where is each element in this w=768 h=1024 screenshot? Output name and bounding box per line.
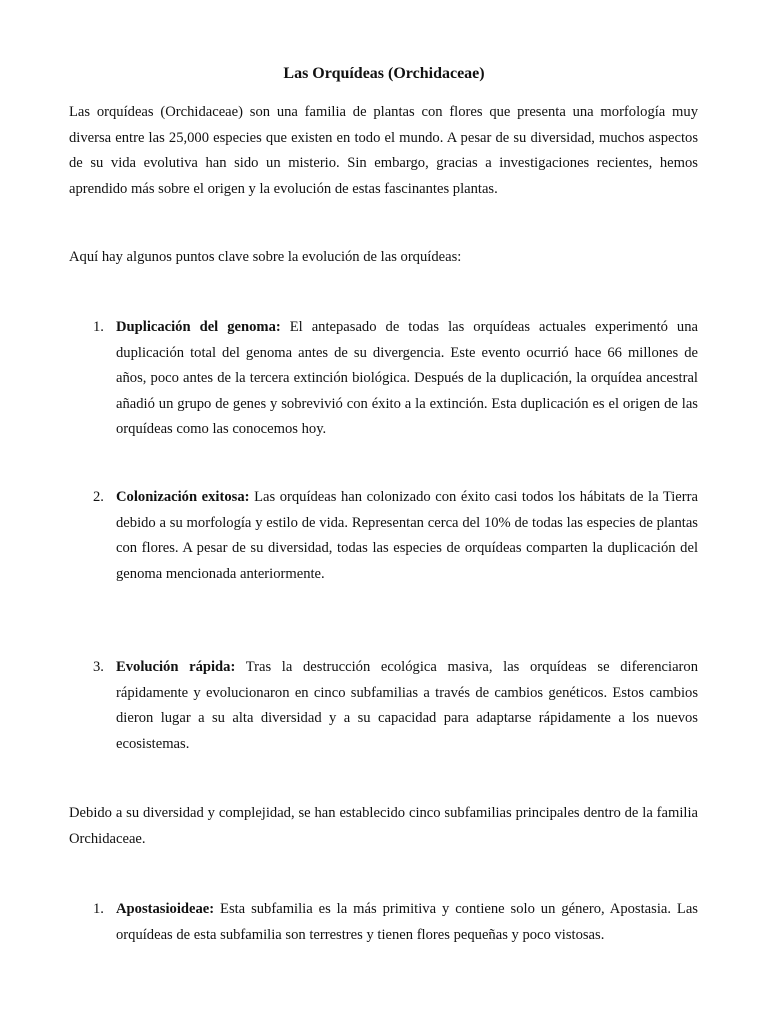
lead-in-paragraph: Aquí hay algunos puntos clave sobre la evolución de las orquídeas: [69, 249, 462, 265]
list-item-heading: Colonización exitosa: [116, 489, 250, 505]
list-number: 3. [93, 659, 104, 675]
list-item-text: Tras la destrucción ecológica masiva, las orquídeas se diferenciaron rápidamente y evolucionaron en cinco subfamilias a través de cambios genéticos. Estos cambios dieron lugar a su alta diversidad y a su capacidad para adaptarse rápidamente a los nuevos ecosistemas. [116, 659, 698, 752]
list-number: 1. [93, 319, 104, 335]
evolution-point-2 [69, 485, 698, 587]
list-item-body [116, 897, 698, 948]
intro-paragraph: Las orquídeas (Orchidaceae) son una familia de plantas con flores que presenta una morfología muy diversa entre las 25,000 especies que existen en todo el mundo. A pesar de su diversidad, muchos aspectos de su vida evolutiva han sido un misterio. Sin embargo, gracias a investigaciones recientes, hemos aprendido más sobre el origen y la evolución de estas fascinantes plantas. [69, 104, 698, 197]
list-number: 1. [93, 901, 104, 917]
subfamilies-intro-paragraph: Debido a su diversidad y complejidad, se han establecido cinco subfamilias principales dentro de la familia Orchidaceae. [69, 805, 698, 847]
list-item-body [116, 655, 698, 757]
list-item-text: El antepasado de todas las orquídeas actuales experimentó una duplicación total del genoma antes de su divergencia. Este evento ocurrió hace 66 millones de años, poco antes de la tercera extinción biológica. Después de la duplicación, la orquídea ancestral añadió un grupo de genes y sobrevivió con éxito a la extinción. Esta duplicación es el origen de las orquídeas como las conocemos hoy. [116, 319, 698, 438]
subfamily-1 [69, 897, 698, 948]
evolution-point-1 [69, 315, 698, 443]
list-item-body [116, 315, 698, 443]
list-item-text: Las orquídeas han colonizado con éxito casi todos los hábitats de la Tierra debido a su morfología y estilo de vida. Representan cerca del 10% de todas las especies de plantas con flores. A pesar de su diversidad, todas las especies de orquídeas comparten la duplicación del genoma mencionada anteriormente. [116, 489, 698, 582]
list-item-body [116, 485, 698, 587]
list-item-text: Esta subfamilia es la más primitiva y contiene solo un género, Apostasia. Las orquídeas de esta subfamilia son terrestres y tienen flores pequeñas y poco vistosas. [116, 901, 698, 943]
list-item-heading: Duplicación del genoma: [116, 319, 281, 335]
list-number: 2. [93, 489, 104, 505]
document-title: Las Orquídeas (Orchidaceae) [283, 65, 485, 82]
list-item-heading: Evolución rápida: [116, 659, 236, 675]
evolution-point-3 [69, 655, 698, 757]
list-item-heading: Apostasioideae: [116, 901, 215, 917]
